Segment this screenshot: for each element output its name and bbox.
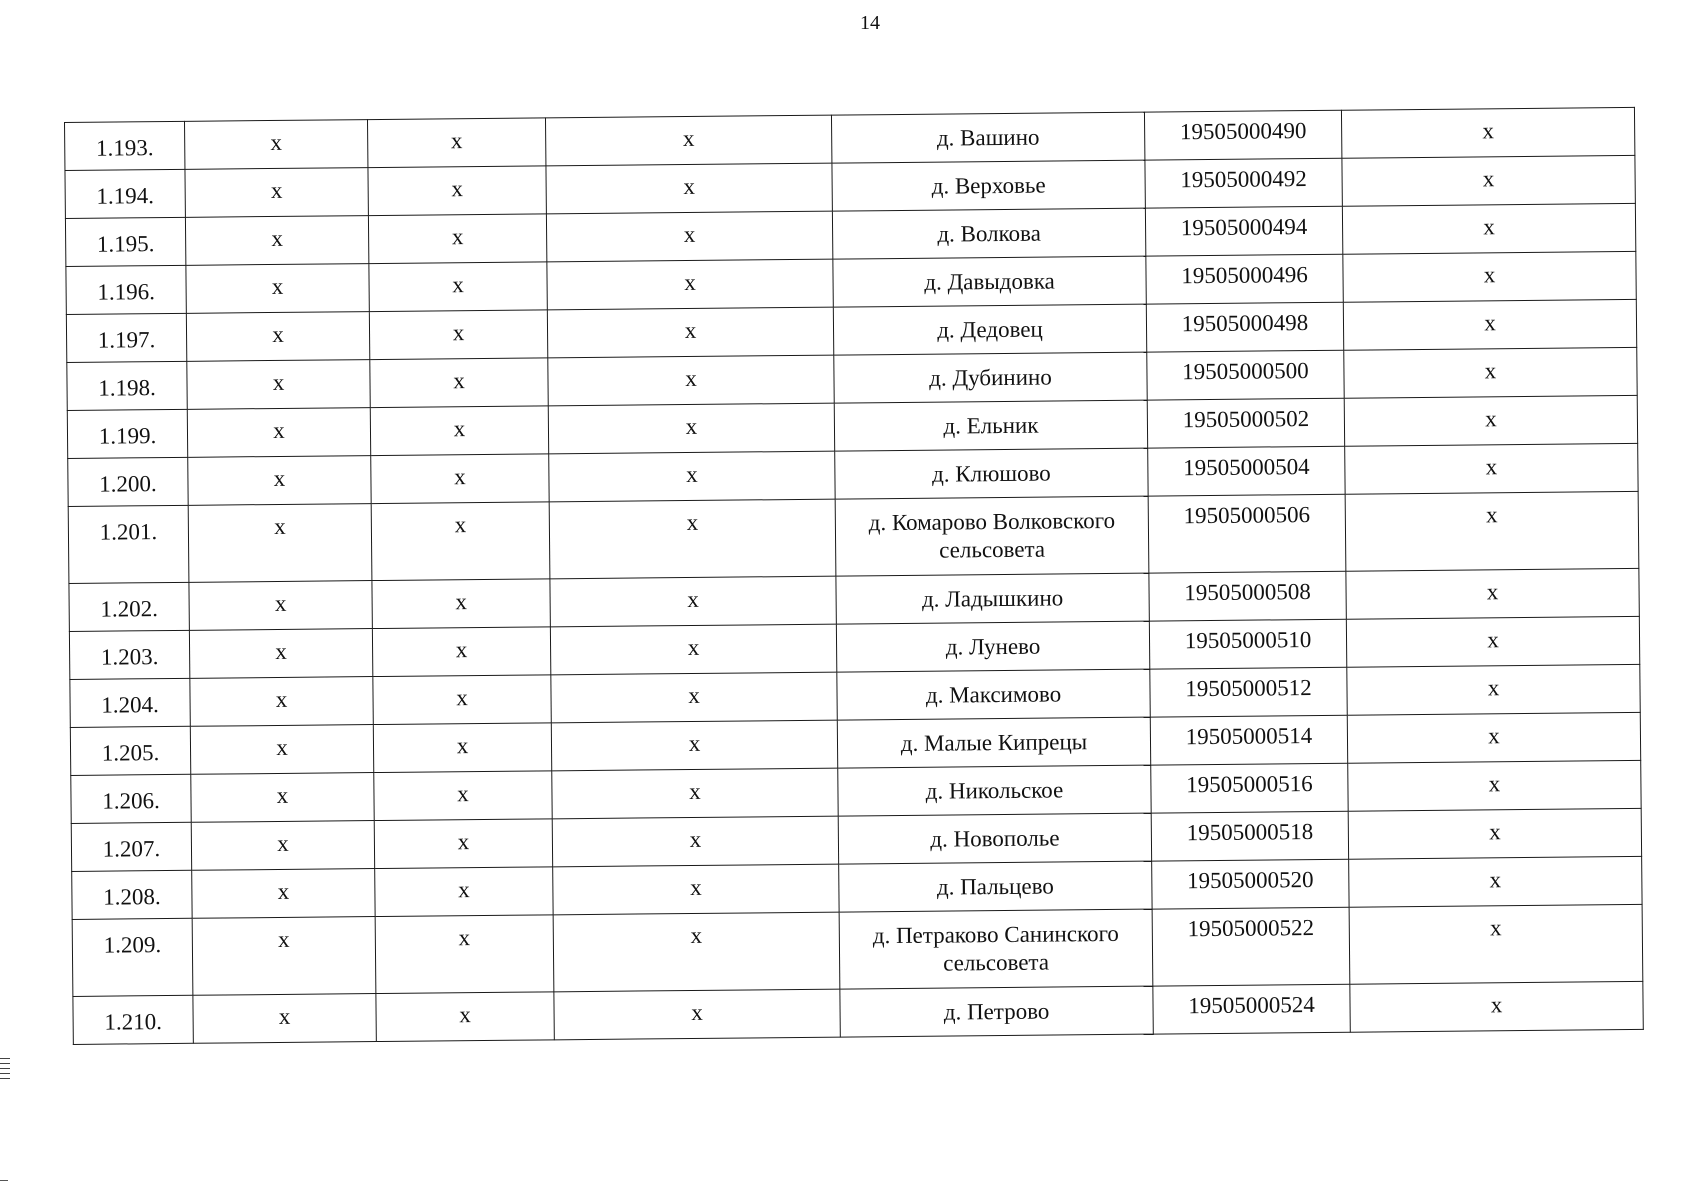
cell-mark: x [191,821,374,871]
cell-mark: x [192,869,375,919]
cell-mark: x [1342,203,1635,254]
cell-mark: x [374,819,552,869]
cell-mark: x [371,454,549,504]
settlement-code: 19505000500 [1147,350,1344,400]
cell-mark: x [369,262,547,312]
settlement-name: д. Ладышкино [836,573,1149,624]
cell-mark: x [373,675,551,725]
cell-mark: x [193,994,376,1044]
settlement-code: 19505000514 [1150,715,1347,765]
settlement-code: 19505000504 [1148,446,1345,496]
cell-mark: x [185,168,368,218]
cell-mark: x [1349,904,1643,984]
cell-mark: x [190,677,373,727]
settlement-code: 19505000518 [1151,811,1348,861]
cell-mark: x [1341,107,1634,158]
cell-mark: x [1349,856,1642,907]
cell-mark: x [550,624,836,675]
cell-mark: x [191,773,374,823]
row-number: 1.202. [69,582,189,631]
settlement-code: 19505000492 [1145,158,1342,208]
cell-mark: x [550,576,836,627]
cell-mark: x [188,504,372,583]
cell-mark: x [189,581,372,631]
cell-mark: x [549,451,835,502]
cell-mark: x [546,211,832,262]
cell-mark: x [373,723,551,773]
row-number: 1.208. [72,870,192,919]
settlement-code: 19505000494 [1145,206,1342,256]
cell-mark: x [552,816,838,867]
row-number: 1.196. [66,265,186,314]
table-body [65,107,1644,1044]
cell-mark: x [184,120,367,170]
cell-mark: x [368,214,546,264]
settlement-code: 19505000516 [1151,763,1348,813]
page-number: 14 [860,12,880,34]
row-number: 1.200. [68,457,188,506]
cell-mark: x [554,989,840,1040]
cell-mark: x [1343,299,1636,350]
settlement-name: д. Пальцево [839,861,1152,912]
cell-mark: x [367,118,545,168]
cell-mark: x [192,917,376,996]
settlement-name: д. Волкова [832,208,1145,259]
settlement-name: д. Ельник [834,400,1147,451]
cell-mark: x [1348,760,1641,811]
cell-mark: x [188,456,371,506]
row-number: 1.199. [67,409,187,458]
cell-mark: x [372,579,550,629]
settlement-name: д. Малые Кипрецы [837,717,1150,768]
cell-mark: x [547,307,833,358]
cell-mark: x [1346,616,1639,667]
settlement-name: д. Давыдовка [833,256,1146,307]
cell-mark: x [548,355,834,406]
cell-mark: x [185,216,368,266]
cell-mark: x [371,502,550,581]
cell-mark: x [546,163,832,214]
settlement-code: 19505000512 [1150,667,1347,717]
cell-mark: x [186,264,369,314]
row-number: 1.203. [69,630,189,679]
row-number: 1.201. [68,505,189,583]
settlement-code: 19505000502 [1147,398,1344,448]
margin-tick [0,1180,8,1181]
cell-mark: x [1345,491,1639,571]
settlement-name: д. Никольское [838,765,1151,816]
row-number: 1.195. [65,217,185,266]
cell-mark: x [1350,981,1643,1032]
cell-mark: x [370,358,548,408]
settlement-name: д. Клюшово [835,448,1148,499]
settlement-code: 19505000498 [1146,302,1343,352]
row-number: 1.207. [71,822,191,871]
settlement-name: д. Комарово Волковского сельсовета [835,496,1149,576]
settlement-name: д. Новополье [838,813,1151,864]
row-number: 1.209. [72,918,193,996]
row-number: 1.194. [65,169,185,218]
row-number: 1.204. [70,678,190,727]
cell-mark: x [1342,155,1635,206]
cell-mark: x [1347,712,1640,763]
row-number: 1.197. [66,313,186,362]
settlement-code: 19505000522 [1152,907,1350,986]
cell-mark: x [1347,664,1640,715]
cell-mark: x [1348,808,1641,859]
settlement-code: 19505000520 [1152,859,1349,909]
row-number: 1.210. [73,995,193,1044]
settlement-name: д. Верховье [832,160,1145,211]
cell-mark: x [186,312,369,362]
cell-mark: x [547,259,833,310]
cell-mark: x [549,499,836,579]
settlement-name: д. Вашино [831,112,1144,163]
row-number: 1.193. [65,121,185,170]
settlements-table [64,107,1644,1045]
settlement-code: 19505000490 [1144,110,1341,160]
cell-mark: x [545,115,831,166]
margin-marks [0,1058,10,1083]
cell-mark: x [189,629,372,679]
cell-mark: x [1344,347,1637,398]
cell-mark: x [548,403,834,454]
cell-mark: x [370,406,548,456]
cell-mark: x [190,725,373,775]
cell-mark: x [374,771,552,821]
settlement-name: д. Максимово [837,669,1150,720]
cell-mark: x [1345,443,1638,494]
cell-mark: x [187,360,370,410]
cell-mark: x [551,672,837,723]
cell-mark: x [375,915,554,994]
cell-mark: x [1344,395,1637,446]
settlement-name: д. Петрово [840,986,1153,1037]
cell-mark: x [372,627,550,677]
row-number: 1.206. [71,774,191,823]
row-number: 1.198. [67,361,187,410]
settlement-name: д. Дедовец [833,304,1146,355]
settlement-code: 19505000496 [1146,254,1343,304]
cell-mark: x [553,864,839,915]
cell-mark: x [552,768,838,819]
cell-mark: x [368,166,546,216]
cell-mark: x [553,912,840,992]
settlement-code: 19505000510 [1149,619,1346,669]
settlement-code: 19505000524 [1153,984,1350,1034]
cell-mark: x [551,720,837,771]
row-number: 1.205. [70,726,190,775]
cell-mark: x [1346,568,1639,619]
settlement-code: 19505000506 [1148,494,1346,573]
cell-mark: x [376,992,554,1042]
settlement-name: д. Дубинино [834,352,1147,403]
cell-mark: x [187,408,370,458]
cell-mark: x [369,310,547,360]
settlement-name: д. Петраково Санинского сельсовета [839,909,1153,989]
cell-mark: x [1343,251,1636,302]
settlement-code: 19505000508 [1149,571,1346,621]
cell-mark: x [375,867,553,917]
settlement-name: д. Лунево [836,621,1149,672]
